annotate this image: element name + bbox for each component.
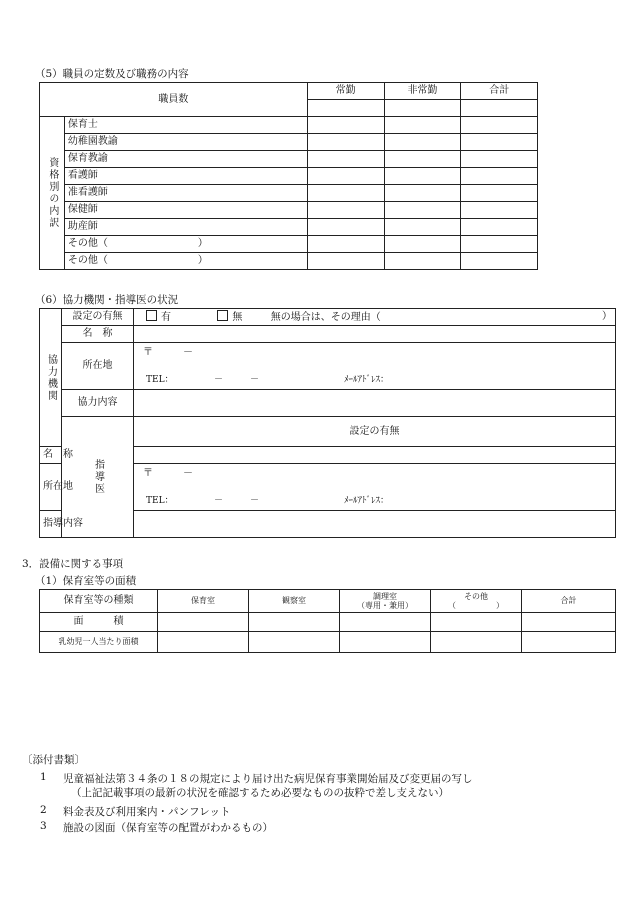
attachments-title: 〔添付書類〕 bbox=[22, 754, 85, 766]
content-label: 指導内容 bbox=[40, 511, 62, 538]
name-label: 名 称 bbox=[62, 326, 134, 343]
cell[interactable] bbox=[340, 613, 431, 632]
qualification-breakdown-label: 資格別の内訳 bbox=[40, 117, 65, 270]
staff-row: 保育教諭 bbox=[64, 151, 307, 168]
attachment-note: （上記記載事項の最新の状況を確認するため必要なものの抜粋で差し支えない） bbox=[71, 787, 449, 799]
attachment-item: 料金表及び利用案内・パンフレット bbox=[63, 806, 231, 818]
staff-row: 准看護師 bbox=[64, 185, 307, 202]
cooperating-institution-label: 協力機関 bbox=[40, 309, 62, 447]
cell[interactable] bbox=[249, 613, 340, 632]
cell[interactable] bbox=[431, 632, 522, 653]
mail-label: ﾒｰﾙｱﾄﾞﾚｽ： bbox=[344, 496, 390, 506]
name-label: 名 称 bbox=[40, 447, 62, 464]
cell[interactable] bbox=[522, 613, 616, 632]
mail-label: ﾒｰﾙｱﾄﾞﾚｽ： bbox=[344, 375, 390, 385]
cell[interactable] bbox=[307, 117, 384, 134]
observation-room-header: 観察室 bbox=[249, 590, 340, 613]
cell[interactable] bbox=[340, 632, 431, 653]
no-label: 無 bbox=[232, 311, 243, 323]
room-type-header: 保育室等の種類 bbox=[40, 590, 158, 613]
tel-label: TEL： － － bbox=[146, 375, 260, 385]
cell[interactable] bbox=[158, 632, 249, 653]
reason-close: ） bbox=[602, 310, 612, 322]
supervising-doctor-label: 指導医 bbox=[62, 417, 134, 538]
area-label: 面 積 bbox=[40, 613, 158, 632]
staff-row: 助産師 bbox=[64, 219, 307, 236]
yes-label: 有 bbox=[161, 311, 171, 323]
nursery-room-header: 保育室 bbox=[158, 590, 249, 613]
part-time-header: 非常勤 bbox=[384, 83, 461, 100]
staff-row: 幼稚園教諭 bbox=[64, 134, 307, 151]
postal-code: 〒 － bbox=[143, 347, 193, 358]
staff-row: 看護師 bbox=[64, 168, 307, 185]
total-header: 合計 bbox=[461, 83, 538, 100]
section3-title: 3．設備に関する事項 bbox=[22, 558, 124, 570]
cell[interactable] bbox=[522, 632, 616, 653]
cell[interactable] bbox=[431, 613, 522, 632]
staff-count-header: 職員数 bbox=[40, 83, 308, 117]
no-checkbox[interactable] bbox=[217, 310, 228, 321]
attachment-number: 3 bbox=[40, 820, 47, 832]
setting-label: 設定の有無 bbox=[134, 417, 616, 447]
staff-row: 保健師 bbox=[64, 202, 307, 219]
attachment-number: 2 bbox=[40, 804, 47, 816]
cell[interactable] bbox=[249, 632, 340, 653]
cooperation-table bbox=[39, 308, 616, 538]
total-header: 合計 bbox=[522, 590, 616, 613]
section5-title: （5）職員の定数及び職務の内容 bbox=[35, 68, 189, 80]
staff-row: 保育士 bbox=[64, 117, 307, 134]
kitchen-header: 調理室 （専用・兼用） bbox=[340, 590, 431, 613]
setting-label: 設定の有無 bbox=[62, 309, 134, 326]
reason-label: 無の場合は、その理由（ bbox=[270, 311, 381, 323]
attachment-item: 児童福祉法第３４条の１８の規定により届け出た病児保育事業開始届及び変更届の写し bbox=[63, 773, 473, 785]
area-per-child-label: 乳幼児一人当たり面積 bbox=[40, 632, 158, 653]
content-field[interactable] bbox=[134, 511, 616, 538]
other-header: その他 （ ） bbox=[431, 590, 522, 613]
name-field[interactable] bbox=[134, 326, 616, 343]
yes-checkbox[interactable] bbox=[146, 310, 157, 321]
cell[interactable] bbox=[461, 117, 538, 134]
name-field[interactable] bbox=[134, 447, 616, 464]
room-area-table bbox=[39, 589, 616, 653]
attachment-item: 施設の図面（保育室等の配置がわかるもの） bbox=[63, 822, 273, 834]
address-label: 所在地 bbox=[40, 464, 62, 511]
room-area-subtitle: （1）保育室等の面積 bbox=[35, 575, 137, 587]
address-field[interactable] bbox=[134, 343, 616, 390]
content-label: 協力内容 bbox=[62, 390, 134, 417]
address-label: 所在地 bbox=[62, 343, 134, 390]
address-field[interactable] bbox=[134, 464, 616, 511]
staff-table bbox=[39, 82, 615, 270]
tel-label: TEL： － － bbox=[146, 496, 260, 506]
full-time-header: 常勤 bbox=[307, 83, 384, 100]
content-field[interactable] bbox=[134, 390, 616, 417]
staff-row: その他（ ） bbox=[64, 236, 307, 253]
cell[interactable] bbox=[158, 613, 249, 632]
attachment-number: 1 bbox=[40, 771, 47, 783]
section6-title: （6）協力機関・指導医の状況 bbox=[35, 294, 179, 306]
staff-row: その他（ ） bbox=[64, 253, 307, 270]
cell[interactable] bbox=[384, 117, 461, 134]
postal-code: 〒 － bbox=[143, 468, 193, 479]
